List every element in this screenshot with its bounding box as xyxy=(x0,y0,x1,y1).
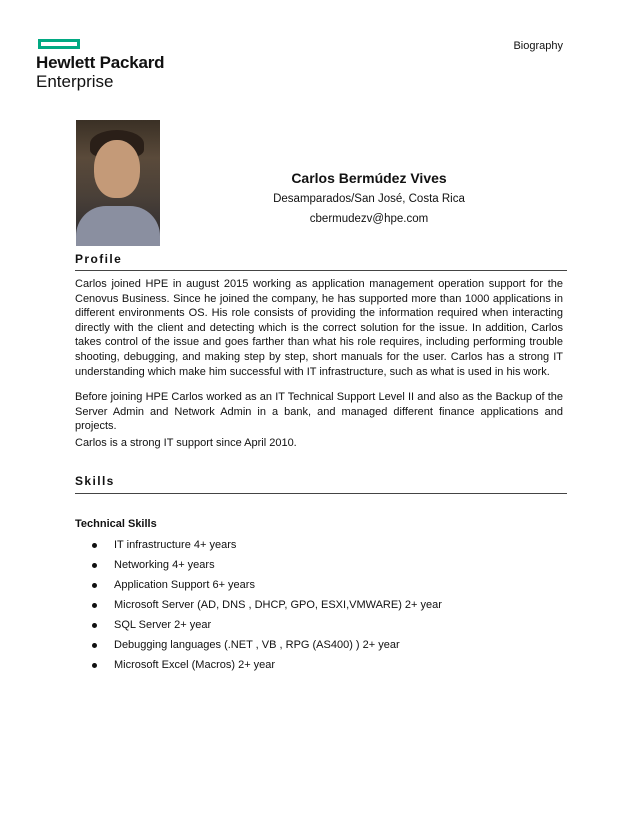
person-name: Carlos Bermúdez Vives xyxy=(291,170,447,186)
profile-paragraph-2: Before joining HPE Carlos worked as an IT Technical Support Level II and also as the Backup of the Server Admin and Network Admin in a bank, and managed different finance applications and projects. xyxy=(75,391,563,433)
profile-paragraph-3: Carlos is a strong IT support since April 2010. xyxy=(75,437,297,449)
profile-section-title: Profile xyxy=(75,252,123,266)
photo-face xyxy=(94,140,140,198)
skills-section-title: Skills xyxy=(75,474,115,488)
logo-text-line2: Enterprise xyxy=(36,72,114,91)
technical-skills-heading: Technical Skills xyxy=(75,518,157,530)
list-item: Debugging languages (.NET , VB , RPG (AS400) ) 2+ year xyxy=(92,638,442,658)
list-item: IT infrastructure 4+ years xyxy=(92,538,442,558)
document-type-label: Biography xyxy=(513,40,563,52)
photo-shirt xyxy=(76,206,160,246)
list-item: Microsoft Server (AD, DNS , DHCP, GPO, ESXI,VMWARE) 2+ year xyxy=(92,598,442,618)
list-item: SQL Server 2+ year xyxy=(92,618,442,638)
skills-divider xyxy=(75,493,567,494)
list-item: Application Support 6+ years xyxy=(92,578,442,598)
list-item: Microsoft Excel (Macros) 2+ year xyxy=(92,658,442,678)
list-item: Networking 4+ years xyxy=(92,558,442,578)
profile-paragraph-1: Carlos joined HPE in august 2015 working as application management operation support for the Cenovus Business. Since he joined the company, he has supported more than 1000 applications in different environments OS. His role consists of providing the information required when interacting directly with the client and detecting which is the correct solution for the issue. In addition, Carlos takes control of the issue and goes farther than what his role requires, including performing trouble shooting, debugging, and making step by step, short manuals for the user. Carlos has a strong IT understanding which make him successful with IT infrastructure, such as what is used in his work. xyxy=(75,278,563,378)
hpe-logo-element-icon xyxy=(38,39,80,49)
profile-divider xyxy=(75,270,567,271)
person-location: Desamparados/San José, Costa Rica xyxy=(273,193,465,205)
skills-list xyxy=(92,538,442,678)
logo-text-line1: Hewlett Packard xyxy=(36,53,165,72)
person-email: cbermudezv@hpe.com xyxy=(309,213,429,225)
